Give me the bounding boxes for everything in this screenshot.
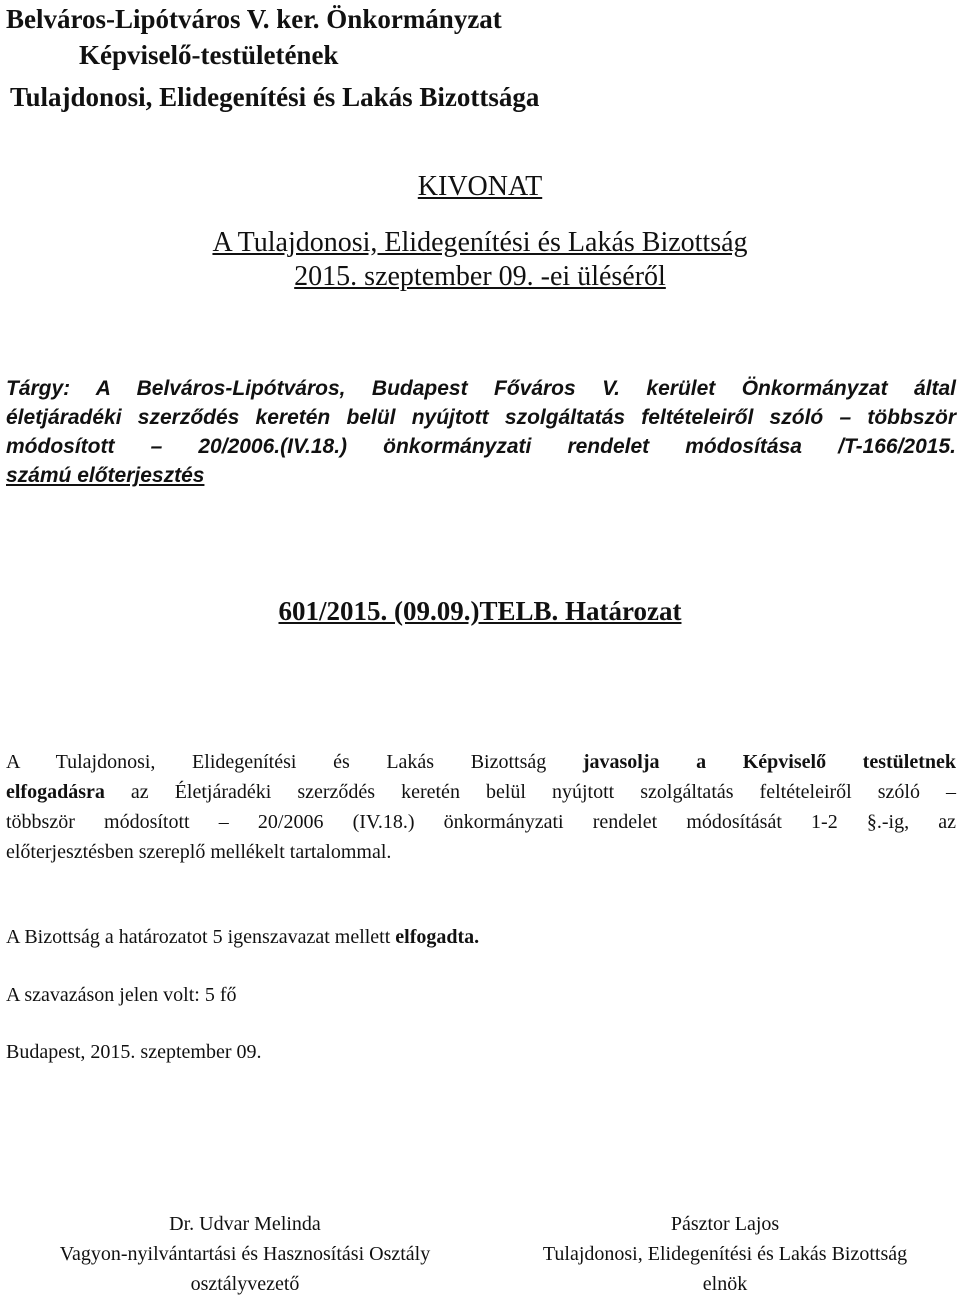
decision-emphasis: elfogadásra bbox=[6, 781, 105, 803]
signer-role: elnök bbox=[702, 1273, 748, 1295]
signature-right bbox=[490, 1209, 960, 1299]
place-date: Budapest, 2015. szeptember 09. bbox=[6, 1041, 262, 1063]
subject-line-3: módosított – 20/2006.(IV.18.) önkormányzati rendelet módosítása /T-166/2015. bbox=[6, 435, 956, 458]
decision-line-3: többször módosított – 20/2006 (IV.18.) önkormányzati rendelet módosítását 1-2 §.-ig, az bbox=[6, 811, 956, 833]
subject-line-1: Tárgy: A Belváros-Lipótváros, Budapest Főváros V. kerület Önkormányzat által bbox=[6, 377, 956, 400]
signer-role: osztályvezető bbox=[190, 1273, 300, 1295]
subject-line-4: számú előterjesztés bbox=[6, 464, 205, 487]
decision-text: A Tulajdonosi, Elidegenítési és Lakás Bizottság bbox=[6, 751, 583, 773]
signature-left bbox=[0, 1209, 490, 1299]
attendance: A szavazáson jelen volt: 5 fő bbox=[6, 984, 237, 1006]
decision-line-4: előterjesztésben szereplő mellékelt tartalommal. bbox=[6, 841, 392, 863]
decision-paragraph bbox=[6, 747, 956, 867]
signer-name: Dr. Udvar Melinda bbox=[169, 1213, 321, 1235]
subject-line-2: életjáradéki szerződés keretén belül nyújtott szolgáltatás feltételeiről szóló – többször bbox=[6, 406, 956, 429]
subject-block bbox=[6, 374, 956, 490]
resolution-number: 601/2015. (09.09.)TELB. Határozat bbox=[278, 596, 682, 626]
vote-result bbox=[6, 922, 479, 952]
decision-emphasis: javasolja a Képviselő testületnek bbox=[582, 751, 956, 773]
committee-title: A Tulajdonosi, Elidegenítési és Lakás Bizottság bbox=[212, 227, 748, 258]
document-title: KIVONAT bbox=[417, 171, 543, 202]
decision-line-2 bbox=[6, 777, 956, 807]
decision-text: az Életjáradéki szerződés keretén belül nyújtott szolgáltatás feltételeiről szóló – bbox=[104, 781, 956, 803]
signer-name: Pásztor Lajos bbox=[670, 1213, 780, 1235]
org-committee: Tulajdonosi, Elidegenítési és Lakás Bizottsága bbox=[10, 82, 540, 112]
decision-line-1 bbox=[6, 747, 956, 777]
vote-outcome: elfogadta. bbox=[395, 926, 480, 948]
org-name: Belváros-Lipótváros V. ker. Önkormányzat bbox=[6, 4, 502, 34]
signer-department: Tulajdonosi, Elidegenítési és Lakás Bizottság bbox=[542, 1243, 908, 1265]
signer-department: Vagyon-nyilvántartási és Hasznosítási Osztály bbox=[59, 1243, 431, 1265]
vote-text: A Bizottság a határozatot 5 igenszavazat mellett bbox=[6, 926, 396, 948]
meeting-date: 2015. szeptember 09. -ei üléséről bbox=[294, 261, 666, 292]
org-body: Képviselő-testületének bbox=[79, 40, 339, 70]
